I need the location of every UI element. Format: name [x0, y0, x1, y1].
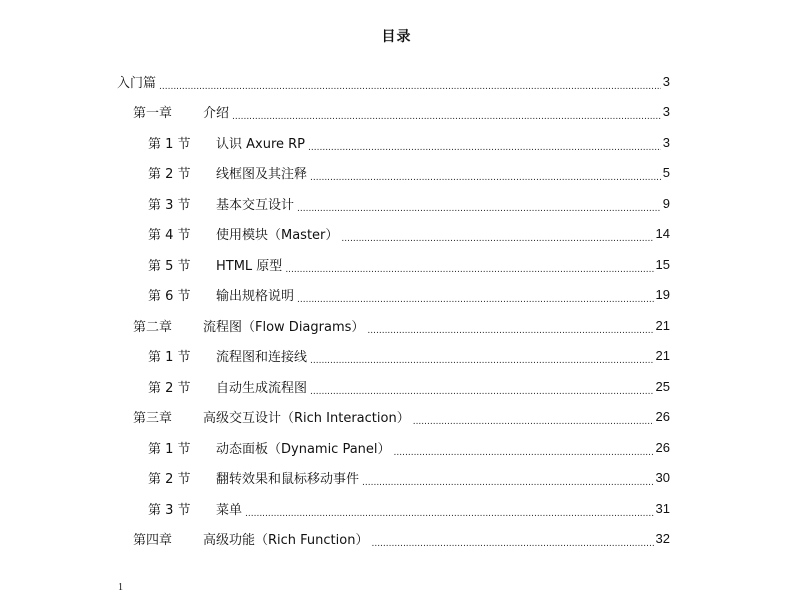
toc-entry-page: 26 [655, 408, 670, 424]
toc-entry-chapter[interactable] [133, 310, 670, 340]
toc-entry-page: 31 [655, 500, 670, 516]
dot-leader [362, 474, 654, 488]
toc-entry-number: 第 5 节 [148, 258, 191, 274]
toc-entry-number: 第 1 节 [148, 441, 191, 457]
toc-entry-title: 流程图（Flow Diagrams） [203, 319, 365, 335]
toc-entry-section[interactable] [148, 432, 670, 462]
toc-entry-page: 30 [655, 469, 670, 485]
toc-entry-page: 14 [655, 225, 670, 241]
toc-entry-title: 使用模块（Master） [216, 227, 339, 243]
toc-entry-number: 第 4 节 [148, 227, 191, 243]
toc-entry-section[interactable] [148, 279, 670, 309]
dot-leader [394, 444, 654, 458]
toc-entry-title: 菜单 [216, 502, 243, 518]
toc-entry-page: 32 [655, 530, 670, 546]
toc-entry-title: 流程图和连接线 [216, 349, 308, 365]
toc-entry-number: 第 3 节 [148, 502, 191, 518]
dot-leader [341, 230, 653, 244]
toc-entry-number: 第 6 节 [148, 288, 191, 304]
toc-entry-section[interactable] [148, 218, 670, 248]
dot-leader [245, 505, 654, 519]
toc-entry-page: 3 [662, 134, 670, 150]
toc-entry-section[interactable] [148, 188, 670, 218]
toc-entry-page: 5 [662, 164, 670, 180]
toc-entry-section[interactable] [148, 493, 670, 523]
toc-entry-number: 第 2 节 [148, 471, 191, 487]
toc-entry-page: 3 [662, 103, 670, 119]
toc-entry-section[interactable] [148, 157, 670, 187]
toc-entry-number: 第 1 节 [148, 349, 191, 365]
toc-entry-chapter[interactable] [133, 523, 670, 553]
toc-entry-chapter[interactable] [133, 96, 670, 126]
dot-leader [310, 169, 661, 183]
toc-entry-page: 3 [662, 73, 670, 89]
toc-entry-section[interactable] [148, 127, 670, 157]
toc-entry-section[interactable] [148, 340, 670, 370]
toc-entry-page: 25 [655, 378, 670, 394]
toc-entry-section[interactable] [148, 249, 670, 279]
toc-entry-chapter[interactable] [133, 401, 670, 431]
toc-entry-part[interactable] [117, 66, 670, 96]
toc-entry-page: 21 [655, 347, 670, 363]
toc-entry-number: 第 3 节 [148, 197, 191, 213]
toc-entry-number: 第 1 节 [148, 136, 191, 152]
toc-entry-title: 认识 Axure RP [216, 136, 306, 152]
toc-entry-page: 19 [655, 286, 670, 302]
toc-entry-title: HTML 原型 [216, 258, 283, 274]
dot-leader [413, 413, 654, 427]
toc-entry-title: 高级功能（Rich Function） [203, 532, 369, 548]
dot-leader [310, 383, 654, 397]
dot-leader [297, 200, 661, 214]
toc-entry-title: 自动生成流程图 [216, 380, 308, 396]
toc-entry-page: 15 [655, 256, 670, 272]
toc-entry-number: 第二章 [133, 319, 173, 335]
toc-entry-title: 动态面板（Dynamic Panel） [216, 441, 391, 457]
toc-entry-page: 21 [655, 317, 670, 333]
dot-leader [367, 322, 653, 336]
page-title: 目录 [381, 29, 412, 45]
toc-entry-number: 第四章 [133, 532, 173, 548]
dot-leader [297, 291, 654, 305]
dot-leader [285, 261, 653, 275]
toc-entry-title: 介绍 [203, 105, 230, 121]
toc-entry-title: 基本交互设计 [216, 197, 295, 213]
toc-entry-number: 第三章 [133, 410, 173, 426]
toc-entry-page: 26 [655, 439, 670, 455]
toc-entry-number: 第 2 节 [148, 166, 191, 182]
toc-entry-title: 翻转效果和鼠标移动事件 [216, 471, 360, 487]
toc-entry-section[interactable] [148, 371, 670, 401]
toc-entry-number: 第 2 节 [148, 380, 191, 396]
toc-entry-section[interactable] [148, 462, 670, 492]
toc-entry-title: 高级交互设计（Rich Interaction） [203, 410, 410, 426]
toc-entry-number: 第一章 [133, 105, 173, 121]
toc-entry-title: 输出规格说明 [216, 288, 295, 304]
dot-leader [232, 108, 661, 122]
dot-leader [159, 78, 661, 92]
dot-leader [310, 352, 654, 366]
toc-entry-page: 9 [662, 195, 670, 211]
toc-entry-title: 入门篇 [117, 75, 157, 91]
footer-page-number: 1 [118, 582, 123, 593]
toc-entry-title: 线框图及其注释 [216, 166, 308, 182]
dot-leader [371, 535, 653, 549]
dot-leader [308, 139, 661, 153]
